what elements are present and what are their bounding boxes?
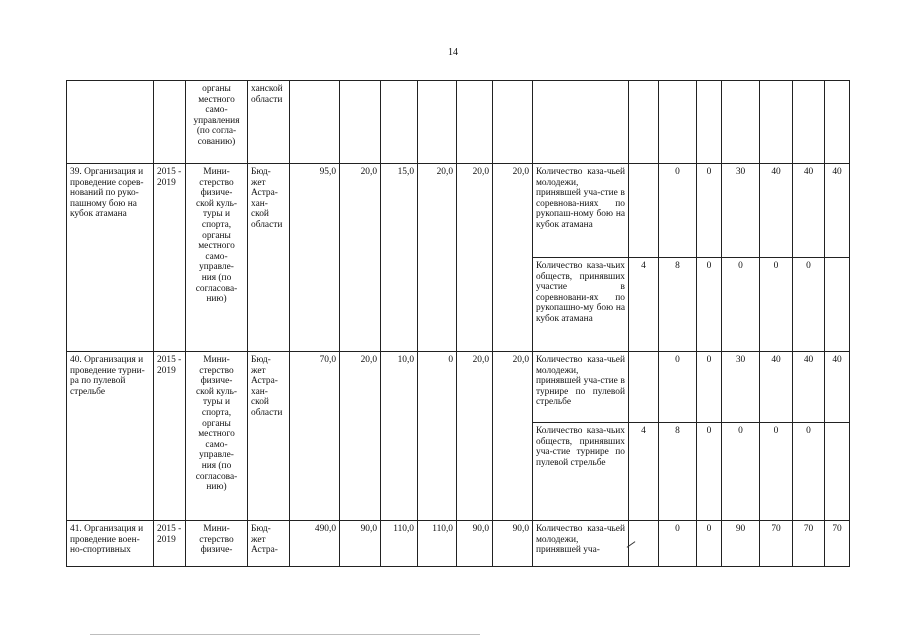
cell-indicator-value: 40 [793,164,825,258]
cell-empty [793,81,825,164]
cell-empty [533,81,629,164]
cell-source: Бюд- жет Астра- хан- ской области [248,164,290,352]
cell-empty [629,81,659,164]
cell-indicator-value: 40 [825,164,850,258]
cell-executor: Мини- стерство физиче- ской куль- туры и спорта, органы местного само- управле- ния (по согласова- нию) [186,164,248,352]
cell-indicator-value: 40 [760,352,793,423]
cell-source: Бюд- жет Астра- [248,521,290,567]
cell-empty [760,81,793,164]
cell-funding: 95,0 [290,164,340,352]
cell-indicator-value: 8 [659,258,697,352]
cell-executor: Мини- стерство физиче- ской куль- туры и спорта, органы местного само- управле- ния (по согласова- нию) [186,352,248,521]
cell-indicator-value: 0 [697,423,722,521]
cell-empty [290,81,340,164]
cell-indicator-value: 0 [697,258,722,352]
cell-indicator-value: 0 [760,423,793,521]
cell-funding: 490,0 [290,521,340,567]
cell-empty [493,81,533,164]
cell-empty [629,352,659,423]
cell-funding: 20,0 [493,164,533,352]
cell-title: 39. Организация и проведение сорев-нований по руко-пашному бою на кубок атамана [67,164,154,352]
page-number: 14 [448,47,458,58]
cell-funding: 20,0 [340,352,381,521]
cell-empty [381,81,418,164]
scan-edge-line [90,634,480,635]
cell-indicator-value: 0 [659,352,697,423]
cell-empty [340,81,381,164]
cell-period: 2015 - 2019 [154,352,186,521]
cell-indicator-value: 0 [722,423,760,521]
cell-empty [457,81,493,164]
cell-empty [659,81,697,164]
table-row [67,521,850,567]
cell-indicator-value: 40 [793,352,825,423]
cell-funding: 110,0 [418,521,457,567]
cell-funding: 20,0 [457,164,493,352]
cell-period [154,81,186,164]
cell-funding: 110,0 [381,521,418,567]
cell-indicator-value: 0 [697,521,722,567]
cell-empty [418,81,457,164]
cell-empty [722,81,760,164]
cell-executor: Мини- стерство физиче- [186,521,248,567]
cell-funding: 20,0 [340,164,381,352]
cell-title: 41. Организация и проведение воен-но-спортивных [67,521,154,567]
cell-indicator-value: 0 [659,164,697,258]
cell-indicator-value: 4 [629,423,659,521]
cell-title [67,81,154,164]
cell-indicator-value: 0 [793,423,825,521]
cell-indicator-value: 70 [793,521,825,567]
cell-indicator: Количество каза-чьих обществ, принявших уча-стие турнире по пулевой стрельбе [533,423,629,521]
cell-funding: 20,0 [493,352,533,521]
cell-indicator-value: 30 [722,164,760,258]
cell-indicator-value: 90 [722,521,760,567]
cell-funding: 90,0 [340,521,381,567]
cell-funding: 70,0 [290,352,340,521]
cell-indicator-value: 70 [825,521,850,567]
cell-empty [825,258,850,352]
cell-empty [629,164,659,258]
cell-funding: 15,0 [381,164,418,352]
cell-source: Бюд- жет Астра- хан- ской области [248,352,290,521]
cell-funding: 10,0 [381,352,418,521]
table-row [67,164,850,258]
cell-indicator-value: 0 [659,521,697,567]
program-table [66,80,850,567]
cell-indicator: Количество каза-чьей молодежи, принявшей уча-стие в соревнова-ниях по рукопаш-ному бою на кубок атамана [533,164,629,258]
cell-funding: 0 [418,352,457,521]
cell-funding: 20,0 [418,164,457,352]
cell-indicator: Количество каза-чьей молодежи, принявшей уча- [533,521,629,567]
cell-funding: 90,0 [457,521,493,567]
cell-empty [825,423,850,521]
cell-indicator-value: 4 [629,258,659,352]
table-row [67,352,850,423]
cell-indicator: Количество каза-чьей молодежи, принявшей уча-стие в турнире по пулевой стрельбе [533,352,629,423]
table-row-continuation [67,81,850,164]
cell-period: 2015 - 2019 [154,521,186,567]
cell-executor: органы местного само- управления (по согла- сованию) [186,81,248,164]
cell-indicator-value: 8 [659,423,697,521]
cell-funding: 20,0 [457,352,493,521]
cell-empty [825,81,850,164]
cell-indicator-value: 0 [697,352,722,423]
cell-indicator: Количество каза-чьих обществ, принявших участие в соревновани-ях по рукопашно-му бою на кубок атамана [533,258,629,352]
cell-title: 40. Организация и проведение турни-ра по пулевой стрельбе [67,352,154,521]
cell-indicator-value: 70 [760,521,793,567]
cell-indicator-value: 0 [697,164,722,258]
cell-empty [697,81,722,164]
cell-indicator-value: 0 [722,258,760,352]
cell-period: 2015 - 2019 [154,164,186,352]
cell-source: ханской области [248,81,290,164]
cell-indicator-value: 40 [825,352,850,423]
cell-indicator-value: 30 [722,352,760,423]
cell-indicator-value: 40 [760,164,793,258]
cell-indicator-value: 0 [760,258,793,352]
cell-indicator-value: 0 [793,258,825,352]
cell-funding: 90,0 [493,521,533,567]
